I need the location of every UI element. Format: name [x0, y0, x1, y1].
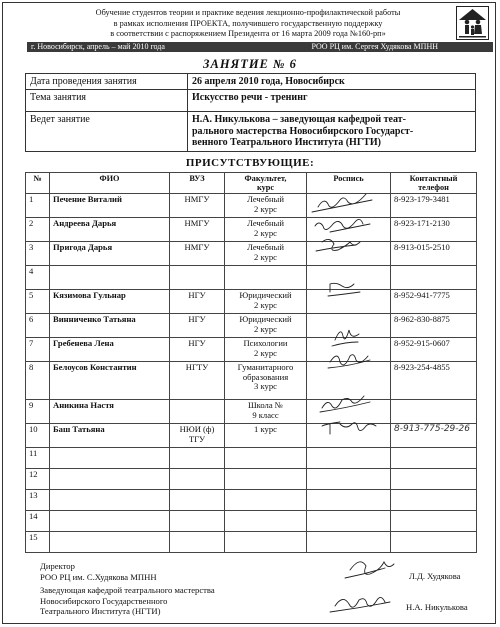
row-number: 8: [26, 362, 50, 400]
attendee-uni: НГУ: [170, 290, 225, 314]
info-row-date: [26, 74, 476, 90]
attendee-name: [50, 266, 170, 290]
director-block: [40, 561, 157, 582]
table-row: [26, 218, 477, 242]
header-line: в соответствии с распоряжением Президента от 16 марта 2009 года №160-рп»: [110, 29, 386, 38]
header-line: Обучение студентов теории и практике ведения лекционно-профилактической работы: [95, 8, 401, 17]
table-row: [26, 242, 477, 266]
faculty-line: 2 курс: [254, 203, 277, 214]
row-number: 13: [26, 490, 50, 511]
row-number: 7: [26, 338, 50, 362]
attendee-signature: [307, 424, 391, 448]
header-location: г. Новосибирск, апрель – май 2010 года: [31, 42, 165, 51]
row-number: 15: [26, 532, 50, 553]
head-org: Новосибирского Государственного: [40, 595, 168, 606]
attendee-uni: [170, 400, 225, 424]
date-label: Дата проведения занятия: [26, 74, 188, 90]
table-row: [26, 194, 477, 218]
row-number: 14: [26, 511, 50, 532]
attendee-faculty: [225, 290, 307, 314]
attendee-faculty: [225, 469, 307, 490]
attendee-signature: [307, 242, 391, 266]
attendee-phone: 8-923-171-2130: [391, 218, 477, 242]
attendee-faculty: [225, 338, 307, 362]
row-number: 10: [26, 424, 50, 448]
attendee-faculty: [225, 194, 307, 218]
column-header-uni: ВУЗ: [170, 173, 225, 194]
attendance-table: [25, 172, 477, 553]
attendee-signature: [307, 338, 391, 362]
attendee-uni: НГУ: [170, 314, 225, 338]
attendee-uni: [170, 448, 225, 469]
attendee-name: [50, 448, 170, 469]
attendee-phone: 8-913-775-29-26: [391, 424, 477, 448]
attendee-name: Белоусов Константин: [50, 362, 170, 400]
faculty-line: образования: [242, 371, 289, 382]
faculty-line: Лечебный: [247, 194, 284, 204]
faculty-line: Лечебный: [247, 242, 284, 252]
attendee-phone: [391, 490, 477, 511]
info-row-lead: [26, 112, 476, 152]
faculty-line: Гуманитарного: [237, 362, 294, 372]
attendee-uni: [170, 469, 225, 490]
lead-value-line: венного Театрального Института (НГТИ): [192, 137, 381, 148]
director-title: Директор: [40, 561, 75, 571]
row-number: 3: [26, 242, 50, 266]
table-row: [26, 400, 477, 424]
attendee-phone: 8-913-015-2510: [391, 242, 477, 266]
session-info-table: [25, 73, 476, 152]
faculty-line: 2 курс: [254, 251, 277, 262]
table-row: [26, 511, 477, 532]
info-row-topic: [26, 90, 476, 112]
attendee-phone: 8-962-830-8875: [391, 314, 477, 338]
head-block: [40, 585, 215, 617]
attendee-phone: 8-952-915-0607: [391, 338, 477, 362]
table-row: [26, 532, 477, 553]
attendee-signature: [307, 218, 391, 242]
topic-value: Искусство речи - тренинг: [188, 90, 476, 112]
attendee-name: [50, 511, 170, 532]
head-institute: Театрального Института (НГТИ): [40, 606, 161, 616]
table-row: [26, 338, 477, 362]
attendee-signature: [307, 532, 391, 553]
lead-value-line: рального мастерства Новосибирского Государст-: [192, 125, 414, 137]
attendee-uni: [170, 511, 225, 532]
attendee-signature: [307, 400, 391, 424]
table-row: [26, 424, 477, 448]
lead-value-line: Н.А. Никулькова – заведующая кафедрой теат-: [192, 114, 406, 125]
attendee-name: Гребенева Лена: [50, 338, 170, 362]
attendee-signature: [307, 266, 391, 290]
attendee-name: Кязимова Гульнар: [50, 290, 170, 314]
attendee-uni: [170, 532, 225, 553]
attendee-faculty: [225, 242, 307, 266]
faculty-line: 2 курс: [254, 299, 277, 310]
column-header-phone-line: Контактный: [409, 174, 458, 183]
attendee-name: Пригода Дарья: [50, 242, 170, 266]
family-logo-icon: [456, 6, 489, 40]
table-row: [26, 290, 477, 314]
column-header-faculty-line: курс: [256, 183, 275, 192]
attendee-signature: [307, 362, 391, 400]
attendee-uni: [170, 266, 225, 290]
attendee-name: [50, 490, 170, 511]
attendee-signature: [307, 511, 391, 532]
attendee-uni: НГТУ: [170, 362, 225, 400]
column-header-sign: Роспись: [307, 173, 391, 194]
attendee-signature: [307, 469, 391, 490]
column-header-phone: [391, 173, 477, 194]
attendee-uni: НМГУ: [170, 242, 225, 266]
attendee-signature: [307, 194, 391, 218]
row-number: 5: [26, 290, 50, 314]
faculty-line: 2 курс: [254, 347, 277, 358]
faculty-line: 1 курс: [254, 424, 277, 434]
row-number: 9: [26, 400, 50, 424]
attendee-faculty: [225, 448, 307, 469]
attendee-phone: [391, 266, 477, 290]
table-header-row: [26, 173, 477, 194]
page-title: ЗАНЯТИЕ № 6: [203, 57, 297, 71]
column-header-faculty-line: Факультет,: [244, 174, 287, 183]
table-row: [26, 469, 477, 490]
faculty-line: 3 курс: [254, 381, 277, 391]
table-row: [26, 490, 477, 511]
attendee-faculty: [225, 266, 307, 290]
attendee-faculty: [225, 314, 307, 338]
head-title: Заведующая кафедрой театрального мастерства: [40, 585, 215, 595]
faculty-line: 2 курс: [254, 227, 277, 238]
attendee-name: Аникина Настя: [50, 400, 170, 424]
faculty-line: 2 курс: [254, 323, 277, 334]
attendee-signature: [307, 290, 391, 314]
attendee-uni: [170, 490, 225, 511]
table-row: [26, 314, 477, 338]
faculty-line: 9 класс: [252, 409, 279, 420]
attendee-phone: [391, 511, 477, 532]
attendee-faculty: [225, 362, 307, 400]
attendee-name: [50, 532, 170, 553]
attendee-faculty: [225, 218, 307, 242]
attendee-signature: [307, 490, 391, 511]
director-org: РОО РЦ им. С.Худякова МПНН: [40, 571, 157, 582]
faculty-line: Психологии: [243, 338, 288, 348]
topic-label: Тема занятия: [26, 90, 188, 112]
row-number: 4: [26, 266, 50, 290]
attendee-uni: НГУ: [170, 338, 225, 362]
faculty-line: Юридический: [239, 290, 292, 300]
faculty-line: Лечебный: [247, 218, 284, 228]
faculty-line: Школа №: [247, 400, 284, 410]
attendee-faculty: [225, 490, 307, 511]
attendee-faculty: [225, 424, 307, 448]
row-number: 11: [26, 448, 50, 469]
attendee-signature: [307, 448, 391, 469]
attendee-name: Печение Виталий: [50, 194, 170, 218]
attendee-faculty: [225, 532, 307, 553]
attendee-uni: НЮИ (ф) ТГУ: [170, 424, 225, 448]
lead-value: [188, 112, 476, 152]
attendee-phone: [391, 448, 477, 469]
table-row: [26, 448, 477, 469]
header-line: в рамках исполнения ПРОЕКТА, получившего государственную поддержку: [113, 18, 383, 28]
attendee-phone: 8-923-179-3481: [391, 194, 477, 218]
head-name: Н.А. Никулькова: [406, 602, 468, 612]
attendee-faculty: [225, 400, 307, 424]
attendee-phone: [391, 532, 477, 553]
column-header-phone-line: телефон: [418, 183, 449, 192]
attendee-uni: НМГУ: [170, 218, 225, 242]
attendee-faculty: [225, 511, 307, 532]
attendee-phone: 8-923-254-4855: [391, 362, 477, 400]
attendee-uni: НМГУ: [170, 194, 225, 218]
document-header: [46, 8, 450, 40]
attendee-name: [50, 469, 170, 490]
table-row: [26, 266, 477, 290]
attendee-name: Винниченко Татьяна: [50, 314, 170, 338]
date-value: 26 апреля 2010 года, Новосибирск: [188, 74, 476, 90]
attendee-phone: 8-952-941-7775: [391, 290, 477, 314]
attendee-signature: [307, 314, 391, 338]
lead-label: Ведет занятие: [26, 112, 188, 152]
header-organization: РОО РЦ им. Сергея Худякова МПНН: [311, 42, 438, 51]
row-number: 1: [26, 194, 50, 218]
faculty-line: Юридический: [239, 314, 292, 324]
row-number: 12: [26, 469, 50, 490]
attendees-heading: ПРИСУТСТВУЮЩИЕ:: [185, 157, 315, 169]
table-row: [26, 362, 477, 400]
row-number: 2: [26, 218, 50, 242]
column-header-name: ФИО: [50, 173, 170, 194]
row-number: 6: [26, 314, 50, 338]
director-name: Л.Д. Худякова: [409, 571, 461, 581]
attendee-phone: [391, 400, 477, 424]
attendee-name: Баш Татьяна: [50, 424, 170, 448]
header-bar: [27, 42, 493, 52]
column-header-num: №: [26, 173, 50, 194]
attendee-name: Андреева Дарья: [50, 218, 170, 242]
attendee-phone: [391, 469, 477, 490]
column-header-faculty: [225, 173, 307, 194]
